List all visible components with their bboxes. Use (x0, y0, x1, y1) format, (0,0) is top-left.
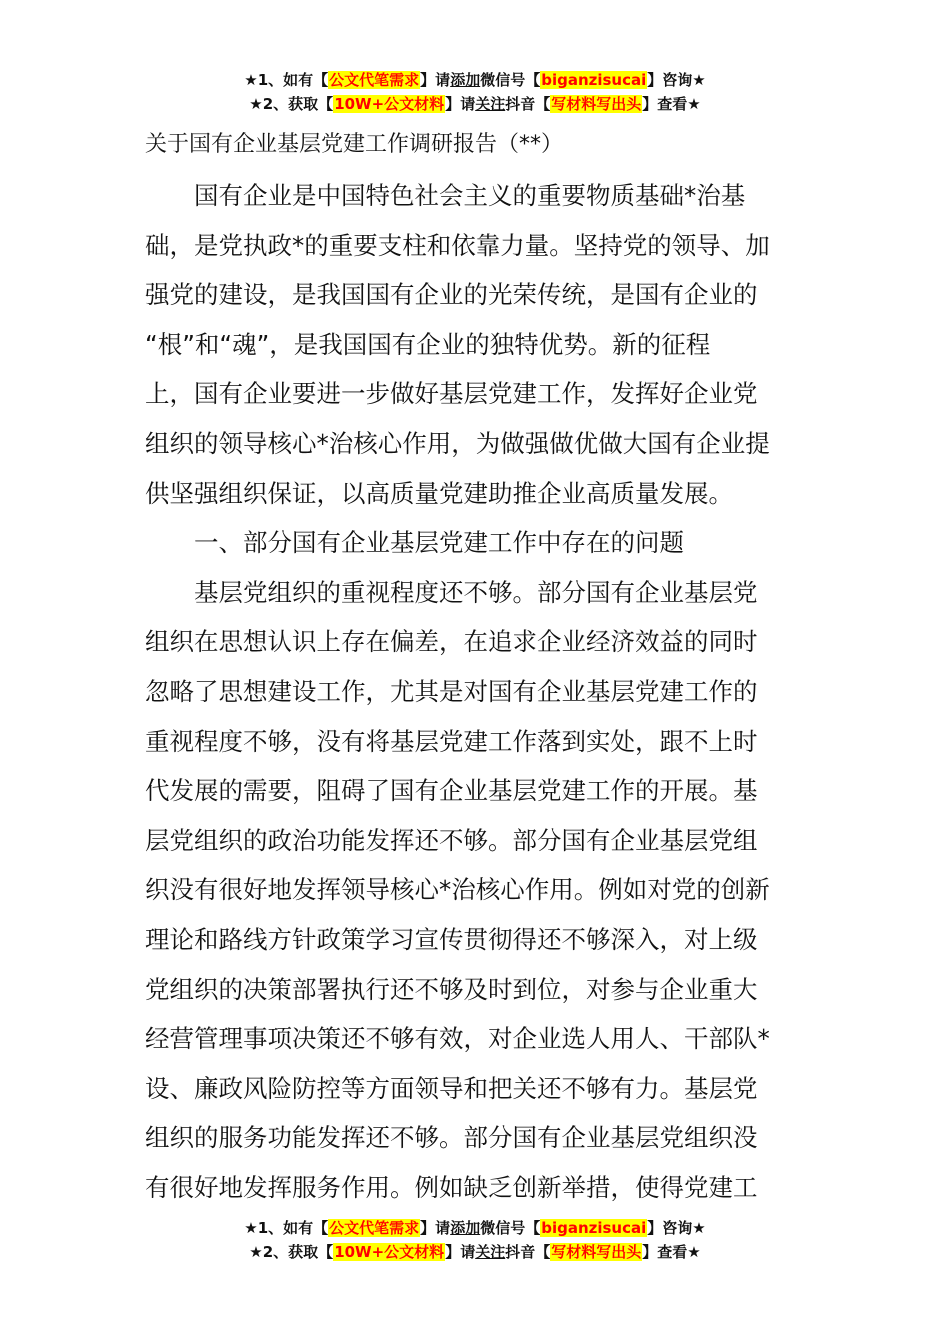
paragraph-line: 经营管理事项决策还不够有效，对企业选人用人、干部队* (145, 1024, 770, 1054)
promo-line-1 (0, 1216, 950, 1240)
promo-text: 抖音【 (505, 1243, 551, 1261)
highlighted-materials-label: 10W+公文材料 (334, 95, 445, 113)
paragraph-line: 组织的领导核心*治核心作用，为做强做优做大国有企业提 (145, 428, 770, 458)
section-heading: 一、部分国有企业基层党建工作中存在的问题 (194, 528, 684, 558)
promo-text: 】请 (445, 95, 476, 113)
promo-text: ★1、如有【 (244, 1219, 329, 1237)
document-title: 关于国有企业基层党建工作调研报告（**） (145, 132, 564, 157)
paragraph-line: 织没有很好地发挥领导核心*治核心作用。例如对党的创新 (145, 875, 770, 905)
promo-text: ★2、获取【 (249, 1243, 334, 1261)
promo-text: 】请 (445, 1243, 476, 1261)
document-body (145, 171, 807, 1212)
promo-text: 】咨询★ (647, 71, 706, 89)
paragraph-line: 设、廉政风险防控等方面领导和把关还不够有力。基层党 (145, 1073, 758, 1103)
paragraph-line: 基层党组织的重视程度还不够。部分国有企业基层党 (194, 577, 758, 607)
paragraph-line: 组织的服务功能发挥还不够。部分国有企业基层党组织没 (145, 1123, 758, 1153)
paragraph-line: 层党组织的政治功能发挥还不够。部分国有企业基层党组 (145, 825, 758, 855)
promo-text: 】咨询★ (647, 1219, 706, 1237)
promo-underlined-text: 添加 (450, 71, 481, 89)
paragraph-line: 代发展的需要，阻碍了国有企业基层党建工作的开展。基 (145, 776, 758, 806)
paragraph-line: 有很好地发挥服务作用。例如缺乏创新举措，使得党建工 (145, 1172, 758, 1202)
promo-text: 】查看★ (642, 95, 701, 113)
paragraph-line: 国有企业是中国特色社会主义的重要物质基础*治基 (194, 181, 746, 210)
promo-underlined-text: 关注 (475, 1243, 506, 1261)
promo-line-2 (0, 1240, 950, 1264)
promo-banner-bottom (0, 1216, 950, 1264)
highlighted-materials-label: 10W+公文材料 (334, 1243, 445, 1261)
promo-underlined-text: 关注 (475, 95, 506, 113)
highlighted-service-label: 公文代笔需求 (329, 1219, 420, 1237)
paragraph-line: 供坚强组织保证，以高质量党建助推企业高质量发展。 (145, 478, 733, 508)
paragraph-intro (145, 171, 807, 518)
paragraph-line: 组织在思想认识上存在偏差，在追求企业经济效益的同时 (145, 627, 758, 657)
paragraph-line: 忽略了思想建设工作，尤其是对国有企业基层党建工作的 (145, 676, 758, 706)
paragraph-line: “根”和“魂”，是我国国有企业的独特优势。新的征程 (145, 329, 711, 359)
promo-text: 】查看★ (642, 1243, 701, 1261)
promo-line-2 (0, 92, 950, 116)
promo-text: ★2、获取【 (249, 95, 334, 113)
douyin-account: 写材料写出头 (551, 1243, 642, 1261)
paragraph-line: 上，国有企业要进一步做好基层党建工作，发挥好企业党 (145, 379, 758, 409)
promo-text: 】请 (420, 71, 451, 89)
promo-text: 微信号【 (480, 1219, 541, 1237)
paragraph-line: 础，是党执政*的重要支柱和依靠力量。坚持党的领导、加 (145, 230, 770, 260)
douyin-account: 写材料写出头 (551, 95, 642, 113)
paragraph-line: 强党的建设，是我国国有企业的光荣传统，是国有企业的 (145, 280, 758, 310)
promo-text: ★1、如有【 (244, 71, 329, 89)
paragraph-line: 重视程度不够，没有将基层党建工作落到实处，跟不上时 (145, 726, 758, 756)
promo-text: 】请 (420, 1219, 451, 1237)
highlighted-service-label: 公文代笔需求 (329, 71, 420, 89)
promo-underlined-text: 添加 (450, 1219, 481, 1237)
promo-text: 抖音【 (505, 95, 551, 113)
paragraph-problems (145, 568, 807, 1213)
promo-line-1 (0, 68, 950, 92)
wechat-id: biganzisucai (541, 1219, 647, 1237)
promo-banner-top (0, 68, 950, 116)
paragraph-line: 理论和路线方针政策学习宣传贯彻得还不够深入，对上级 (145, 924, 758, 954)
paragraph-line: 党组织的决策部署执行还不够及时到位，对参与企业重大 (145, 974, 758, 1004)
wechat-id: biganzisucai (541, 71, 647, 89)
promo-text: 微信号【 (480, 71, 541, 89)
